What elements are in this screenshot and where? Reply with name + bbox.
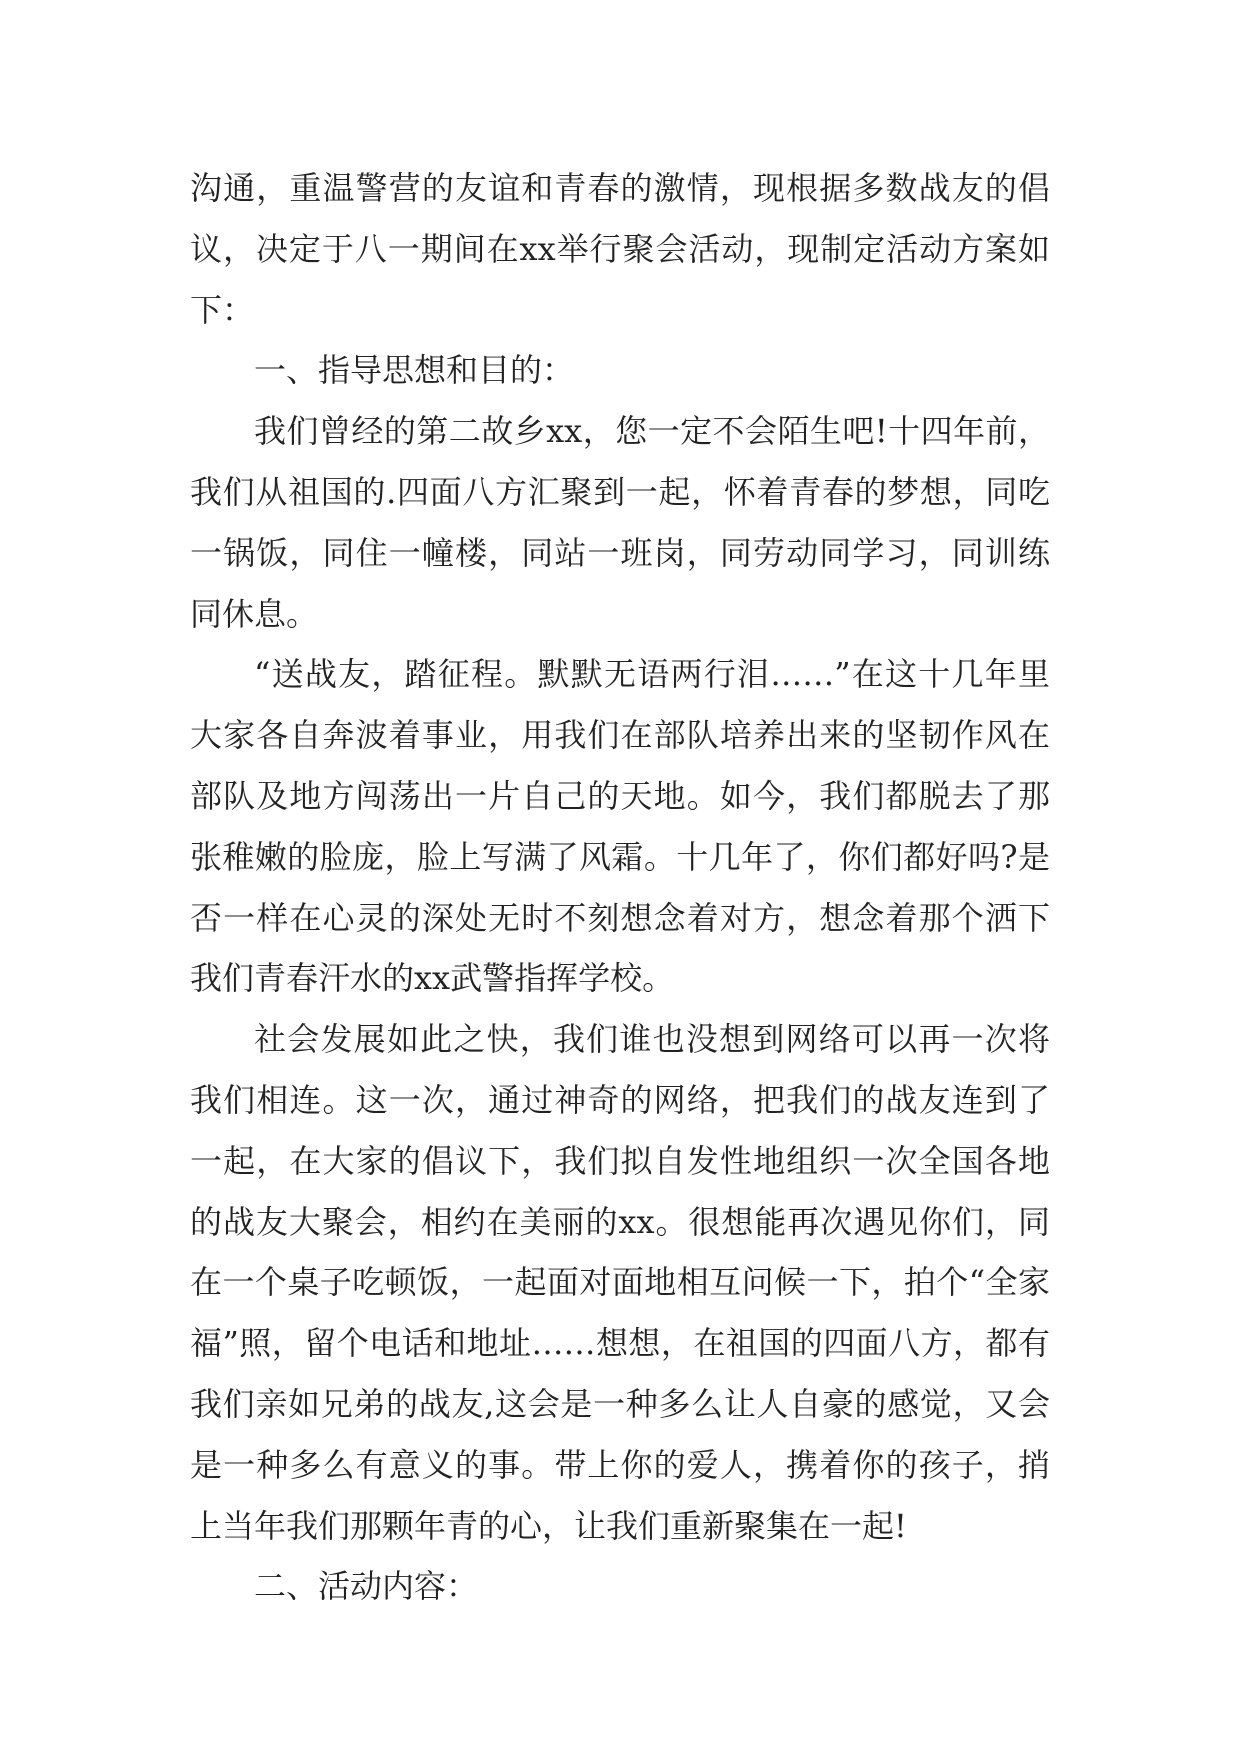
- paragraph-intro-continuation: 沟通，重温警营的友谊和青春的激情，现根据多数战友的倡议，决定于八一期间在xx举行聚会活动，现制定活动方案如下：: [190, 169, 1050, 329]
- paragraph-farewell-comrades: “送战友，踏征程。默默无语两行泪……”在这十几年里大家各自奔波着事业，用我们在部队培养出来的坚韧作风在部队及地方闯荡出一片自己的天地。如今，我们都脱去了那张稚嫩的脸庞，脸上写满了风霜。十几年了，你们都好吗?是否一样在心灵的深处无时不刻想念着对方，想念着那个洒下我们青春汗水的xx武警指挥学校。: [190, 655, 1050, 998]
- paragraph-second-hometown: 我们曾经的第二故乡xx，您一定不会陌生吧!十四年前，我们从祖国的.四面八方汇聚到一起，怀着青春的梦想，同吃一锅饭，同住一幢楼，同站一班岗，同劳动同学习，同训练同休息。: [190, 412, 1050, 633]
- document-body: [190, 158, 1050, 1617]
- heading-activity-content: 二、活动内容：: [254, 1567, 479, 1606]
- paragraph-reunion-invitation: 社会发展如此之快，我们谁也没想到网络可以再一次将我们相连。这一次，通过神奇的网络，把我们的战友连到了一起，在大家的倡议下，我们拟自发性地组织一次全国各地的战友大聚会，相约在美丽的xx。很想能再次遇见你们，同在一个桌子吃顿饭，一起面对面地相互问候一下，拍个“全家福”照，留个电话和地址……想想，在祖国的四面八方，都有我们亲如兄弟的战友,这会是一种多么让人自豪的感觉，又会是一种多么有意义的事。带上你的爱人，携着你的孩子，捎上当年我们那颗年青的心，让我们重新聚集在一起!: [190, 1020, 1050, 1545]
- heading-guiding-ideology: 一、指导思想和目的：: [254, 351, 575, 390]
